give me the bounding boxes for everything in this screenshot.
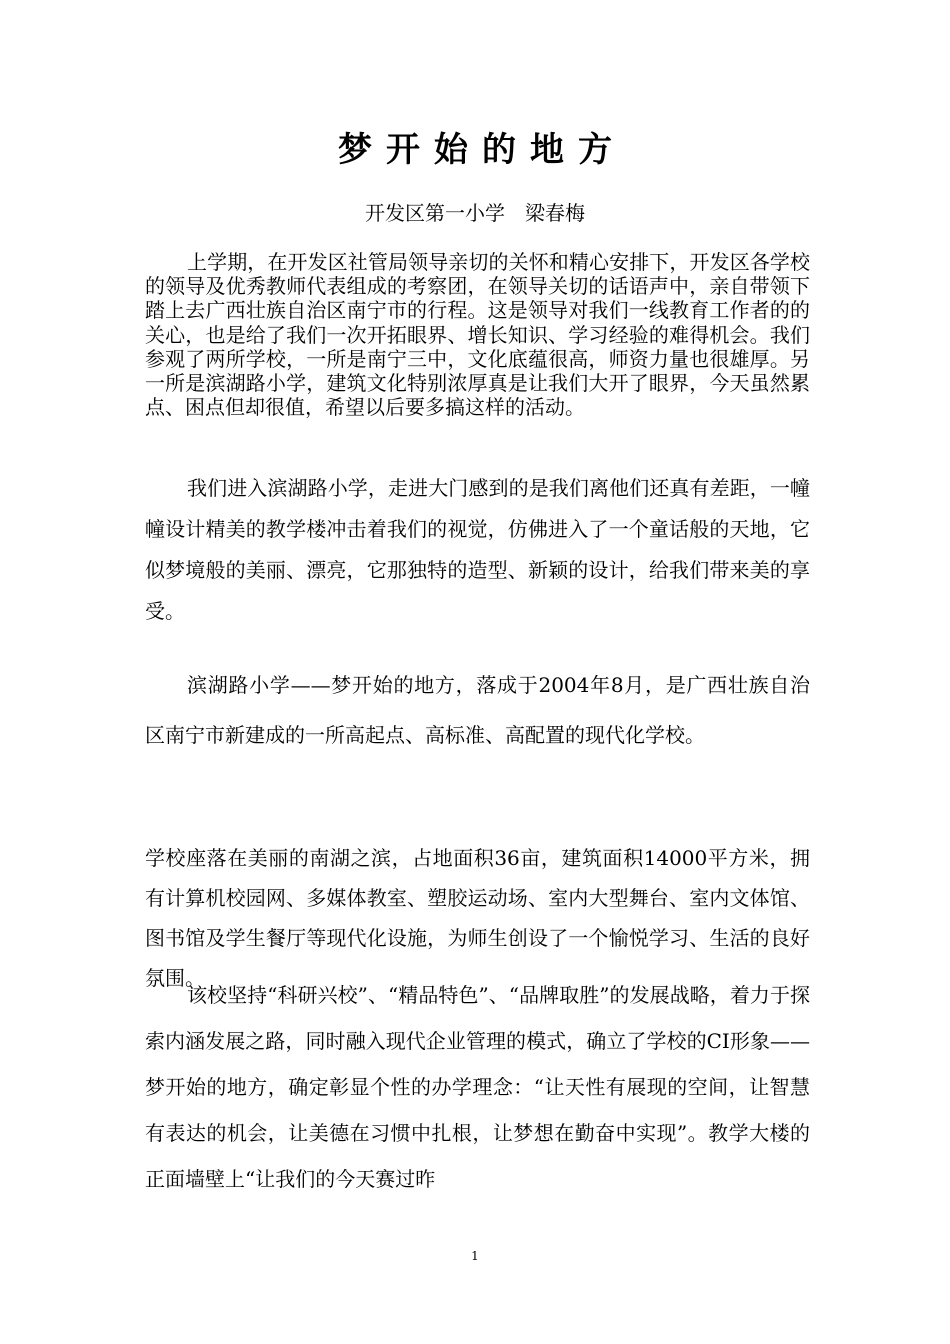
author-line: 开发区第一小学 梁春梅	[365, 201, 585, 225]
page-number: 1	[471, 1249, 479, 1263]
paragraph-3: 滨湖路小学——梦开始的地方，落成于2004年8月，是广西壮族自治区南宁市新建成的一所高起点、高标准、高配置的现代化学校。	[145, 673, 810, 747]
paragraph-4: 学校座落在美丽的南湖之滨，占地面积36亩，建筑面积14000平方米，拥有计算机校园网、多媒体教室、塑胶运动场、室内大型舞台、室内文体馆、图书馆及学生餐厅等现代化设施，为师生创设了一个愉悦学习、生活的良好氛围。	[145, 846, 810, 990]
paragraph-1: 上学期，在开发区社管局领导亲切的关怀和精心安排下，开发区各学校的领导及优秀教师代表组成的考察团，在领导关切的话语声中，亲自带领下踏上去广西壮族自治区南宁市的行程。这是领导对我们一线教育工作者的的关心，也是给了我们一次开拓眼界、增长知识、学习经验的难得机会。我们参观了两所学校，一所是南宁三中，文化底蕴很高，师资力量也很雄厚。另一所是滨湖路小学，建筑文化特别浓厚真是让我们大开了眼界，今天虽然累点、困点但却很值，希望以后要多搞这样的活动。	[145, 250, 810, 420]
paragraph-5: 该校坚持“科研兴校”、“精品特色”、“品牌取胜”的发展战略，着力于探索内涵发展之路，同时融入现代企业管理的模式，确立了学校的CI形象——梦开始的地方，确定彰显个性的办学理念：“让天性有展现的空间，让智慧有表达的机会，让美德在习惯中扎根，让梦想在勤奋中实现”。教学大楼的正面墙壁上“让我们的今天赛过昨	[145, 983, 810, 1191]
paragraph-2: 我们进入滨湖路小学，走进大门感到的是我们离他们还真有差距，一幢幢设计精美的教学楼冲击着我们的视觉，仿佛进入了一个童话般的天地，它似梦境般的美丽、漂亮，它那独特的造型、新颖的设计，给我们带来美的享受。	[145, 476, 810, 623]
document-title: 梦开始的地方	[338, 130, 626, 170]
